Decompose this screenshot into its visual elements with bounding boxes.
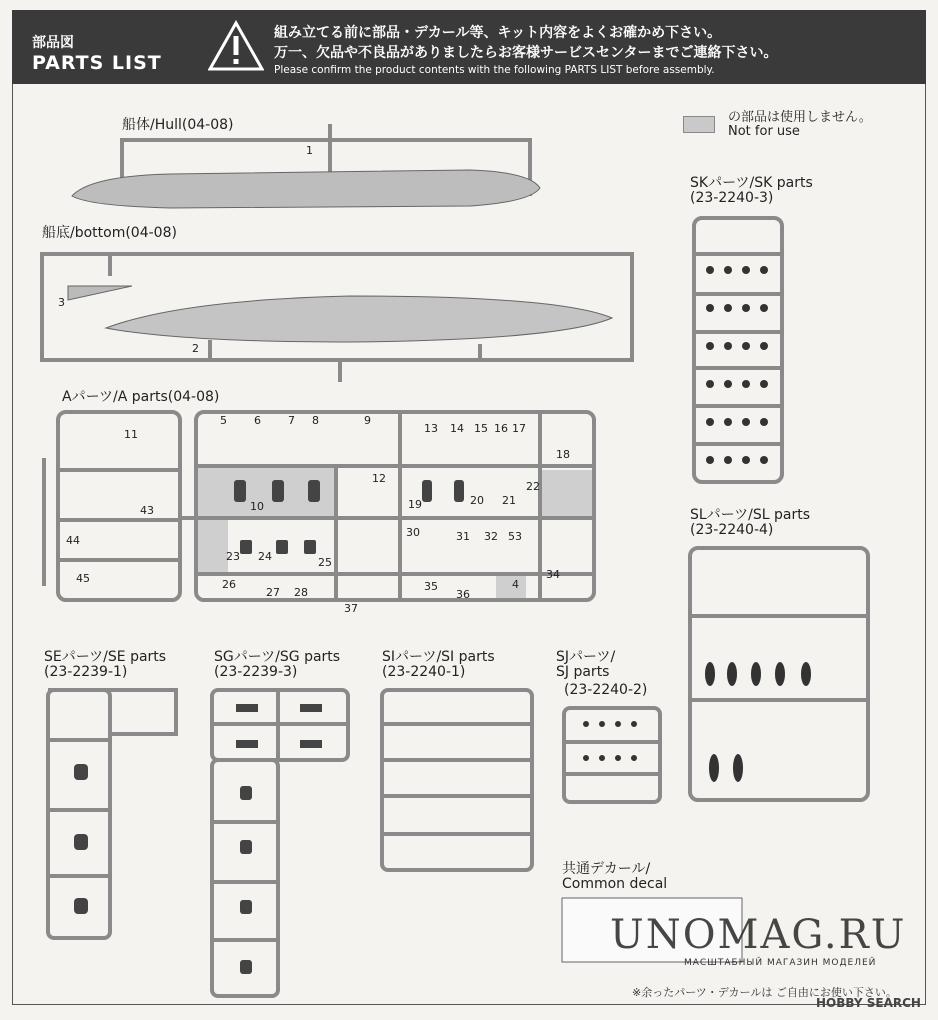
svg-text:21: 21	[502, 494, 516, 507]
svg-text:19: 19	[408, 498, 422, 511]
sg-label: SGパーツ/SG parts	[214, 649, 341, 665]
hull-label: 船体/Hull(04-08)	[122, 117, 234, 133]
svg-text:43: 43	[140, 504, 154, 517]
si-code: (23-2240-1)	[382, 664, 466, 680]
svg-text:22: 22	[526, 480, 540, 493]
svg-text:31: 31	[456, 530, 470, 543]
sl-label: SLパーツ/SL parts	[690, 507, 810, 523]
svg-text:53: 53	[508, 530, 522, 543]
sj-label: SJパーツ/	[556, 649, 616, 665]
svg-text:20: 20	[470, 494, 484, 507]
se-label: SEパーツ/SE parts	[44, 649, 167, 665]
svg-text:14: 14	[450, 422, 464, 435]
decal-label-ja: 共通デカール/	[562, 861, 651, 877]
sk-label: SKパーツ/SK parts	[690, 175, 813, 191]
svg-text:11: 11	[124, 428, 138, 441]
svg-text:7: 7	[288, 414, 295, 427]
svg-text:45: 45	[76, 572, 90, 585]
decal-label-en: Common decal	[562, 876, 668, 892]
a-parts-label: Aパーツ/A parts(04-08)	[62, 389, 220, 405]
sj-label-2: SJ parts	[556, 664, 610, 680]
legend-ja: の部品は使用しません。	[728, 110, 872, 125]
watermark: UNOMAG.RU	[610, 912, 907, 958]
svg-text:27: 27	[266, 586, 280, 599]
watermark-sub: МАСШТАБНЫЙ МАГАЗИН МОДЕЛЕЙ	[684, 958, 877, 968]
sg-code: (23-2239-3)	[214, 664, 298, 680]
svg-text:36: 36	[456, 588, 470, 601]
sj-code: (23-2240-2)	[564, 682, 648, 698]
notice-ja-1: 組み立てる前に部品・デカール等、キット内容をよくお確かめ下さい。	[274, 25, 722, 41]
svg-text:26: 26	[222, 578, 236, 591]
svg-text:1: 1	[306, 144, 313, 157]
svg-text:24: 24	[258, 550, 272, 563]
title-ja: 部品図	[32, 35, 74, 51]
sl-code: (23-2240-4)	[690, 522, 774, 538]
svg-text:16: 16	[494, 422, 508, 435]
svg-text:34: 34	[546, 568, 560, 581]
svg-text:35: 35	[424, 580, 438, 593]
svg-text:4: 4	[512, 578, 519, 591]
si-label: SIパーツ/SI parts	[382, 649, 495, 665]
svg-text:25: 25	[318, 556, 332, 569]
svg-text:12: 12	[372, 472, 386, 485]
sk-code: (23-2240-3)	[690, 190, 774, 206]
legend-en: Not for use	[728, 124, 800, 139]
notice-en: Please confirm the product contents with the following PARTS LIST before assembly.	[274, 64, 715, 76]
svg-text:6: 6	[254, 414, 261, 427]
title-en: PARTS LIST	[32, 52, 162, 74]
svg-text:8: 8	[312, 414, 319, 427]
svg-text:15: 15	[474, 422, 488, 435]
svg-text:32: 32	[484, 530, 498, 543]
svg-text:28: 28	[294, 586, 308, 599]
svg-text:3: 3	[58, 296, 65, 309]
notice-ja-2: 万一、欠品や不良品がありましたらお客様サービスセンターまでご連絡下さい。	[274, 45, 778, 61]
svg-text:10: 10	[250, 500, 264, 513]
brand-logo: HOBBY SEARCH	[816, 996, 921, 1010]
svg-text:2: 2	[192, 342, 199, 355]
svg-text:5: 5	[220, 414, 227, 427]
svg-text:37: 37	[344, 602, 358, 615]
footnote: ※余ったパーツ・デカールは ご自由にお使い下さい。	[632, 986, 897, 999]
svg-text:18: 18	[556, 448, 570, 461]
svg-text:30: 30	[406, 526, 420, 539]
svg-text:17: 17	[512, 422, 526, 435]
svg-text:9: 9	[364, 414, 371, 427]
svg-text:13: 13	[424, 422, 438, 435]
svg-text:44: 44	[66, 534, 80, 547]
se-code: (23-2239-1)	[44, 664, 128, 680]
svg-text:23: 23	[226, 550, 240, 563]
bottom-label: 船底/bottom(04-08)	[42, 225, 177, 241]
